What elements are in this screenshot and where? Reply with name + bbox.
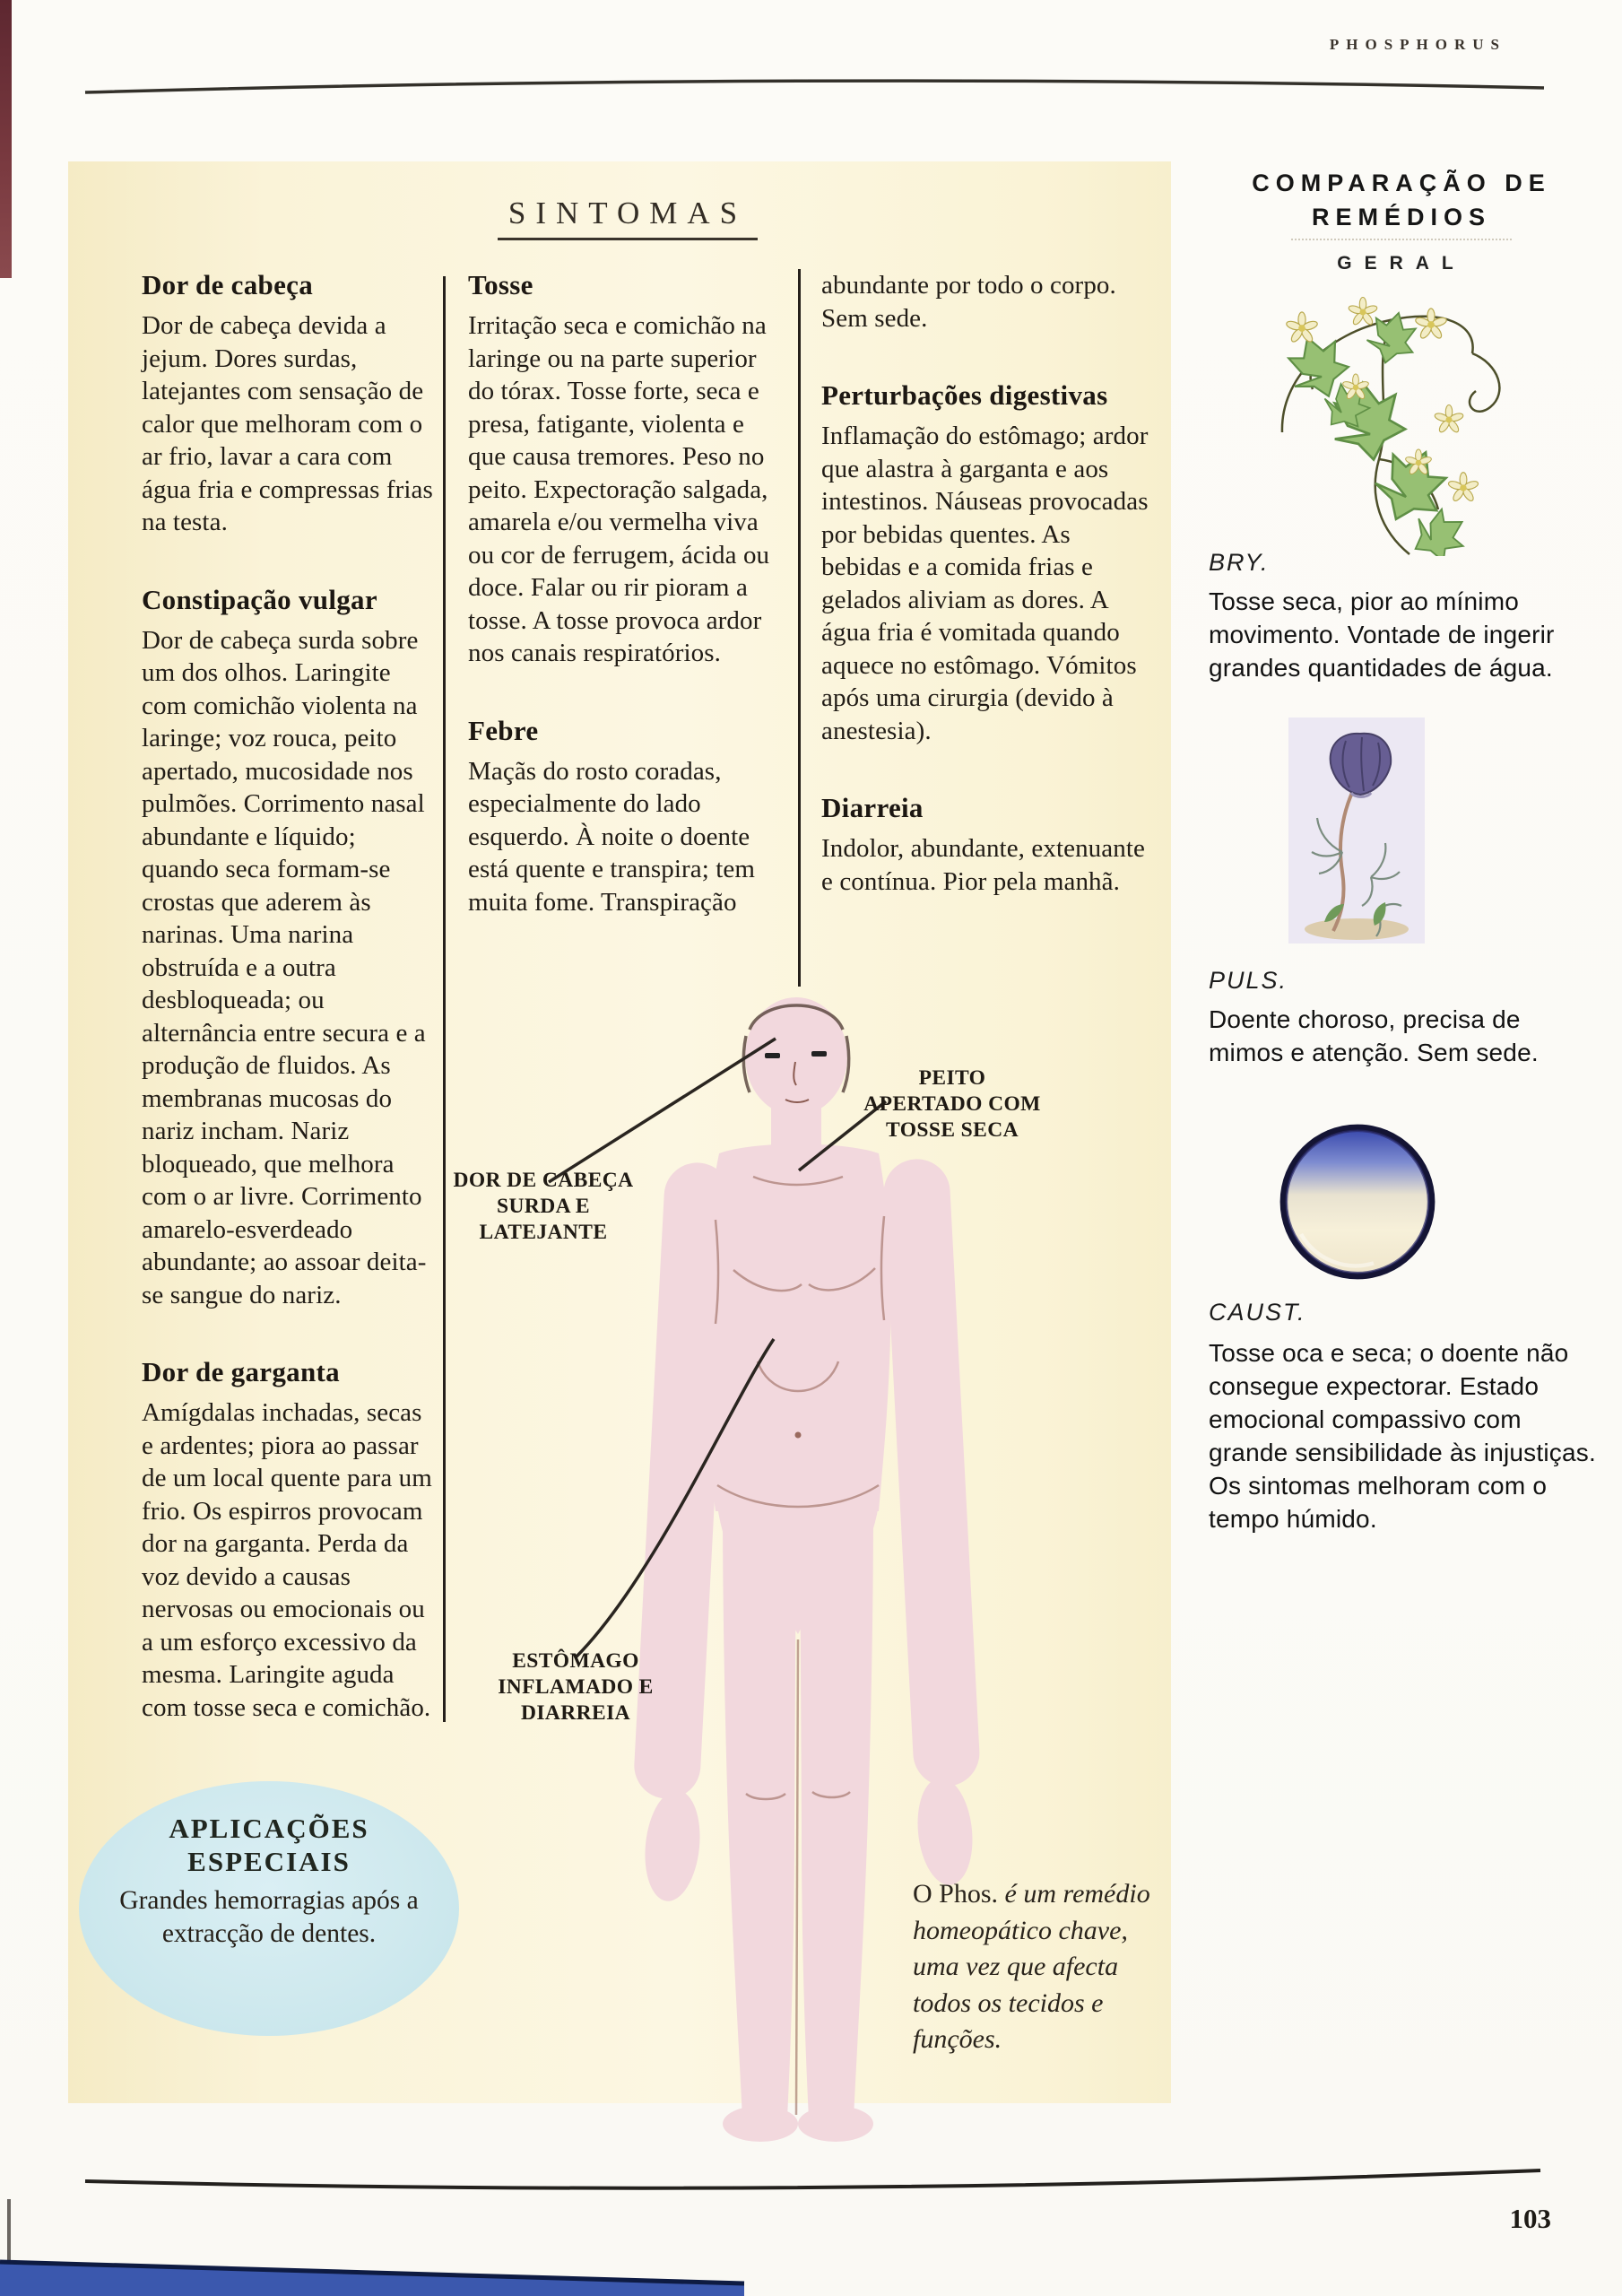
section-dor-de-cabeca: [142, 269, 439, 539]
remedy-abbr-caust: CAUST.: [1209, 1299, 1306, 1326]
page-number: 103: [1509, 2203, 1551, 2234]
section-febre: [468, 715, 784, 919]
column-divider-2: [798, 269, 801, 987]
special-applications-heading-line2: ESPECIAIS: [187, 1846, 351, 1877]
section-dor-de-garganta: [142, 1356, 439, 1724]
figure-caption-lead: O Phos.: [913, 1879, 1005, 1909]
figure-label-chest-line3: TOSSE SECA: [886, 1118, 1019, 1142]
column-divider-1: [443, 276, 446, 1722]
body-dor-de-cabeca: Dor de cabeça devida a jejum. Dores surdas, latejantes com sensação de calor que melhoram com o ar frio, lavar a cara com água fria e compressas frias na testa.: [142, 311, 433, 536]
section-constipacao-vulgar: [142, 584, 439, 1312]
top-rule: [0, 0, 1622, 117]
figure-label-head: [448, 1168, 638, 1246]
symptoms-column-1: [142, 269, 439, 1769]
figure-label-chest-line2: APERTADO COM: [863, 1092, 1041, 1116]
heading-constipacao-vulgar: Constipação vulgar: [142, 583, 377, 615]
figure-caption: [913, 1876, 1162, 2058]
heading-dor-de-cabeca: Dor de cabeça: [142, 269, 314, 300]
heading-perturbacoes-digestivas: Perturbações digestivas: [821, 379, 1108, 411]
symptoms-column-3: [821, 269, 1155, 943]
special-applications-content: [79, 1781, 459, 1951]
remedy-abbr-puls: PULS.: [1209, 967, 1288, 994]
sidebar-subtitle: GERAL: [1337, 253, 1466, 274]
figure-caption-rest: é um remédio homeopático chave, uma vez que afecta todos os tecidos e funções.: [913, 1879, 1150, 2054]
figure-label-head-line2: SURDA E: [496, 1195, 590, 1218]
body-febre: Maçãs do rosto coradas, especialmente do lado esquerdo. À noite o doente está quente e transpira; tem muita fome. Transpiração: [468, 756, 756, 917]
body-transpiracao-continuation: abundante por todo o corpo. Sem sede.: [821, 271, 1116, 333]
figure-label-head-line3: LATEJANTE: [479, 1221, 608, 1244]
heading-diarreia: Diarreia: [821, 792, 924, 823]
section-title-wrap: [484, 196, 771, 240]
special-applications-body: Grandes hemorragias após a extracção de dentes.: [119, 1886, 419, 1948]
body-perturbacoes-digestivas: Inflamação do estômago; ardor que alastra à garganta e aos intestinos. Náuseas provocadas por bebidas quentes. As bebidas e a comida frias e gelados aliviam as dores. A água fria é vomitada quando aquece no estômago. Vómitos após uma cirurgia (devido à anestesia).: [821, 422, 1149, 745]
body-tosse: Irritação seca e comichão na laringe ou na parte superior do tórax. Tosse forte, seca e presa, fatigante, violenta e que causa tremores. Peso no peito. Expectoração salgada, amarela e/ou vermelha viva ou cor de ferrugem, ácida ou doce. Falar ou rir pioram a tosse. A tosse provoca ardor nos canais respiratórios.: [468, 311, 770, 667]
heading-tosse: Tosse: [468, 269, 533, 300]
pulsatilla-flower-illustration: [1288, 718, 1425, 944]
section-tosse: [468, 269, 784, 670]
figure-label-stomach-line3: DIARREIA: [520, 1701, 631, 1725]
symptoms-column-2: [468, 269, 784, 963]
remedy-text-bry: Tosse seca, pior ao mínimo movimento. Vontade de ingerir grandes quantidades de água.: [1209, 587, 1555, 682]
section-diarreia: [821, 792, 1155, 898]
body-diarreia: Indolor, abundante, extenuante e contínua. Pior pela manhã.: [821, 834, 1145, 896]
remedy-abbr-bry: BRY.: [1209, 549, 1270, 576]
figure-label-stomach-line2: INFLAMADO E: [498, 1675, 654, 1699]
remedy-text-puls: Doente choroso, precisa de mimos e atenção. Sem sede.: [1209, 1005, 1539, 1066]
body-constipacao-vulgar: Dor de cabeça surda sobre um dos olhos. Laringite com comichão violenta na laringe; voz rouca, peito apertado, mucosidade nos pulmões. Corrimento nasal abundante e líquido; quando seca formam-se crostas que aderem às narinas. Uma narina obstruída e a outra desbloqueada; ou alternância entre secura e a produção de fluidos. As membranas mucosas do nariz incham. Nariz bloqueado, que melhora com o ar livre. Corrimento amarelo-esverdeado abundante; ao assoar deita-se sangue do nariz.: [142, 625, 427, 1309]
figure-label-chest-line1: PEITO: [918, 1066, 986, 1090]
remedy-text-caust: Tosse oca e seca; o doente não consegue expectorar. Estado emocional compassivo com grande sensibilidade às injustiças. Os sintomas melhoram com o tempo húmido.: [1209, 1339, 1596, 1533]
bottom-rule: [0, 2152, 1622, 2296]
bryonia-vine-illustration: [1255, 271, 1533, 556]
body-dor-de-garganta: Amígdalas inchadas, secas e ardentes; piora ao passar de um local quente para um frio. Os espirros provocam dor na garganta. Perda da voz devido a causas nervosas ou emocionais ou a um esforço excessivo da mesma. Laringite aguda com tosse seca e comichão.: [142, 1398, 432, 1722]
special-applications-heading-line1: APLICAÇÕES: [169, 1813, 369, 1844]
section-perturbacoes-digestivas: [821, 379, 1155, 747]
heading-febre: Febre: [468, 714, 539, 746]
section-title: SINTOMAS: [498, 196, 758, 240]
special-applications-callout: [79, 1781, 459, 2036]
heading-dor-de-garganta: Dor de garganta: [142, 1356, 340, 1387]
running-head: PHOSPHORUS: [1329, 36, 1506, 53]
sidebar-title-line2: REMÉDIOS: [1311, 204, 1492, 230]
figure-label-stomach-line1: ESTÔMAGO: [512, 1649, 639, 1673]
figure-label-chest: [845, 1065, 1060, 1144]
sidebar-divider-dots: [1291, 239, 1512, 240]
figure-label-head-line1: DOR DE CABEÇA: [453, 1169, 634, 1192]
causticum-dish-illustration: [1277, 1121, 1438, 1283]
figure-label-stomach: [481, 1648, 671, 1726]
sidebar-title-line1: COMPARAÇÃO DE: [1252, 170, 1551, 196]
